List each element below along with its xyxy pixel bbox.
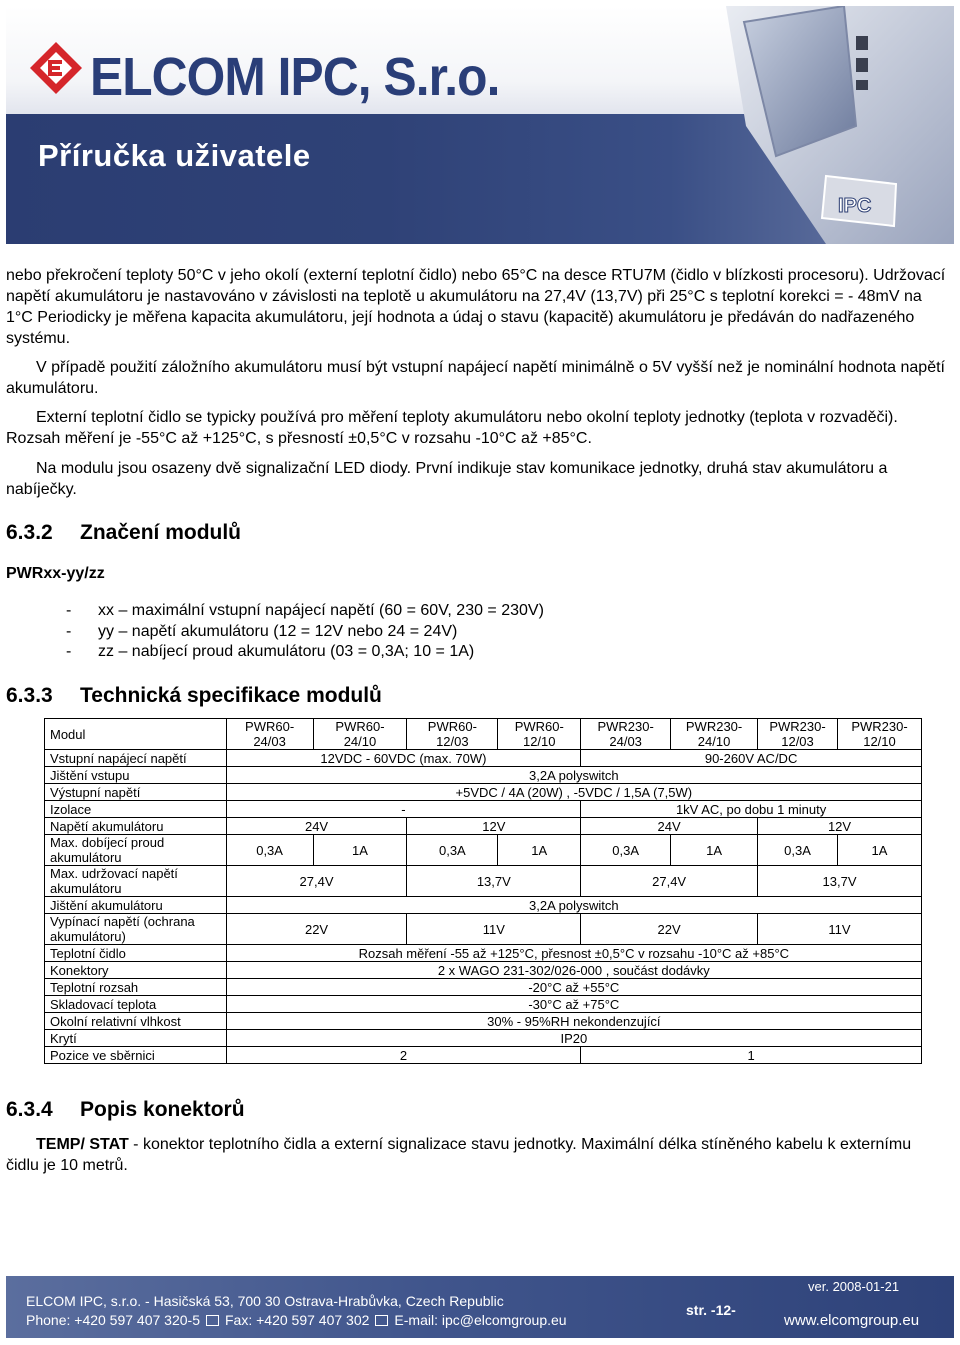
table-cell: 22V	[581, 914, 758, 945]
footer-contacts	[26, 1312, 567, 1328]
footer	[6, 1276, 954, 1338]
table-cell: -20°C až +55°C	[226, 979, 921, 996]
connector-name: TEMP/ STAT	[36, 1136, 129, 1153]
industrial-pc-image	[706, 6, 954, 244]
section-title: Popis konektorů	[80, 1098, 245, 1121]
table-row	[45, 1047, 922, 1064]
table-cell: Rozsah měření -55 až +125°C, přesnost ±0,5°C v rozsahu -10°C až +85°C	[226, 945, 921, 962]
table-row	[45, 767, 922, 784]
manual-title: Příručka uživatele	[38, 138, 311, 173]
table-cell: 1A	[313, 835, 407, 866]
table-row	[45, 945, 922, 962]
section-number: 6.3.2	[6, 521, 53, 544]
table-cell: 1A	[837, 835, 921, 866]
table-row	[45, 866, 922, 897]
paragraph-connector: TEMP/ STAT - konektor teplotního čidla a externí signalizace stavu jednotky. Maximální délka stíněného kabelu k externímu čidlu je 10 metrů.	[6, 1136, 912, 1174]
table-cell: 24V	[581, 818, 758, 835]
list-item: - zz – nabíjecí proud akumulátoru (03 = 0,3A; 10 = 1A)	[66, 643, 475, 660]
list-item: - yy – napětí akumulátoru (12 = 12V nebo 24 = 24V)	[66, 623, 458, 640]
row-label: Izolace	[45, 801, 227, 818]
footer-version: ver. 2008-01-21	[808, 1279, 900, 1294]
table-cell: 24V	[226, 818, 407, 835]
table-cell: 1A	[671, 835, 758, 866]
page-number: str. -12-	[686, 1302, 736, 1318]
heading-6-3-2	[6, 521, 241, 545]
paragraph-led: Na modulu jsou osazeny dvě signalizační LED diody. První indikuje stav komunikace jednotky, druhá stav akumulátoru a nabíječky.	[6, 460, 888, 498]
table-cell: PWR60- 12/10	[498, 719, 581, 750]
ipc-badge: IPC	[838, 195, 872, 217]
table-cell: 27,4V	[226, 866, 407, 897]
table-cell: IP20	[226, 1030, 921, 1047]
table-cell: 12VDC - 60VDC (max. 70W)	[226, 750, 581, 767]
footer-phone: Phone: +420 597 407 320-5	[26, 1312, 200, 1328]
row-label: Modul	[45, 719, 227, 750]
footer-address: ELCOM IPC, s.r.o. - Hasičská 53, 700 30 Ostrava-Hrabůvka, Czech Republic	[26, 1293, 504, 1309]
table-cell: 2 x WAGO 231-302/026-000 , součást dodávky	[226, 962, 921, 979]
section-number: 6.3.4	[6, 1098, 53, 1121]
table-cell: 90-260V AC/DC	[581, 750, 922, 767]
row-label: Teplotní čidlo	[45, 945, 227, 962]
table-cell: 0,3A	[407, 835, 498, 866]
row-label: Krytí	[45, 1030, 227, 1047]
table-cell: 30% - 95%RH nekondenzující	[226, 1013, 921, 1030]
table-row	[45, 835, 922, 866]
table-cell: PWR60- 24/10	[313, 719, 407, 750]
table-cell: 12V	[758, 818, 922, 835]
table-cell: 1	[581, 1047, 922, 1064]
envelope-icon	[375, 1315, 388, 1326]
table-row	[45, 914, 922, 945]
table-row	[45, 962, 922, 979]
separator-icon	[206, 1315, 219, 1326]
table-cell: 11V	[758, 914, 922, 945]
row-label: Okolní relativní vlhkost	[45, 1013, 227, 1030]
table-cell: 2	[226, 1047, 581, 1064]
table-row	[45, 1030, 922, 1047]
table-cell: PWR230- 24/03	[581, 719, 671, 750]
table-cell: +5VDC / 4A (20W) , -5VDC / 1,5A (7,5W)	[226, 784, 921, 801]
table-cell: 1kV AC, po dobu 1 minuty	[581, 801, 922, 818]
module-code: PWRxx-yy/zz	[6, 565, 105, 582]
row-label: Pozice ve sběrnici	[45, 1047, 227, 1064]
footer-email[interactable]: E-mail: ipc@elcomgroup.eu	[394, 1312, 567, 1328]
table-cell: 0,3A	[581, 835, 671, 866]
company-name: ELCOM IPC, S.r.o.	[90, 47, 500, 107]
row-label: Vypínací napětí (ochrana akumulátoru)	[45, 914, 227, 945]
table-cell: 3,2A polyswitch	[226, 767, 921, 784]
table-row	[45, 784, 922, 801]
header-banner	[6, 6, 954, 244]
table-cell: 12V	[407, 818, 581, 835]
table-cell: 0,3A	[758, 835, 838, 866]
table-cell: PWR230- 24/10	[671, 719, 758, 750]
heading-6-3-3	[6, 684, 382, 708]
table-row	[45, 979, 922, 996]
row-label: Skladovací teplota	[45, 996, 227, 1013]
table-cell: 0,3A	[226, 835, 313, 866]
table-row	[45, 897, 922, 914]
paragraph-battery: nebo překročení teploty 50°C v jeho okolí (externí teplotní čidlo) nebo 65°C na desce RTU7M (čidlo v blízkosti procesoru). Udržovací napětí akumulátoru je nastavováno v závislosti na teplotě u akumulátoru na 27,4V (13,7V) při 25°C s teplotní korekci = - 48mV na 1°C Periodicky je měřena kapacita akumulátoru, její hodnota a údaj o stavu (kapacitě) akumulátoru je předáván do nadřazeného systému.	[6, 267, 946, 347]
table-cell: 13,7V	[407, 866, 581, 897]
paragraph-backup-battery: V případě použití záložního akumulátoru musí být vstupní napájecí napětí minimálně o 5V vyšší než je nominální hodnota napětí akumulátoru.	[6, 359, 945, 397]
paragraph-temp-sensor: Externí teplotní čidlo se typicky používá pro měření teploty akumulátoru nebo okolní teploty jednotky (teplota v rozvaděči). Rozsah měření je -55°C až +125°C, s přesností ±0,5°C v rozsahu -10°C až +85°C.	[6, 409, 898, 447]
table-cell: PWR60- 24/03	[226, 719, 313, 750]
footer-fax: Fax: +420 597 407 302	[225, 1312, 370, 1328]
row-label: Teplotní rozsah	[45, 979, 227, 996]
table-cell: PWR230- 12/10	[837, 719, 921, 750]
table-row	[45, 750, 922, 767]
footer-web[interactable]: www.elcomgroup.eu	[784, 1312, 920, 1329]
list-item: - xx – maximální vstupní napájecí napětí (60 = 60V, 230 = 230V)	[66, 602, 544, 619]
row-label: Vstupní napájecí napětí	[45, 750, 227, 767]
table-row	[45, 818, 922, 835]
heading-6-3-4	[6, 1098, 245, 1122]
table-row	[45, 719, 922, 750]
row-label: Výstupní napětí	[45, 784, 227, 801]
row-label: Max. udržovací napětí akumulátoru	[45, 866, 227, 897]
row-label: Jištění akumulátoru	[45, 897, 227, 914]
table-row	[45, 996, 922, 1013]
spec-table	[44, 718, 922, 1064]
section-number: 6.3.3	[6, 684, 53, 707]
elcom-logo-icon	[28, 40, 84, 96]
table-cell: 13,7V	[758, 866, 922, 897]
table-cell: 1A	[498, 835, 581, 866]
row-label: Max. dobíjecí proud akumulátoru	[45, 835, 227, 866]
table-cell: 27,4V	[581, 866, 758, 897]
section-title: Technická specifikace modulů	[80, 684, 382, 707]
table-cell: PWR230- 12/03	[758, 719, 838, 750]
section-title: Značení modulů	[80, 521, 242, 544]
table-cell: -30°C až +75°C	[226, 996, 921, 1013]
row-label: Napětí akumulátoru	[45, 818, 227, 835]
table-cell: 22V	[226, 914, 407, 945]
table-cell: -	[226, 801, 581, 818]
table-cell: PWR60- 12/03	[407, 719, 498, 750]
row-label: Konektory	[45, 962, 227, 979]
table-cell: 3,2A polyswitch	[226, 897, 921, 914]
table-cell: 11V	[407, 914, 581, 945]
table-row	[45, 1013, 922, 1030]
table-row	[45, 801, 922, 818]
row-label: Jištění vstupu	[45, 767, 227, 784]
